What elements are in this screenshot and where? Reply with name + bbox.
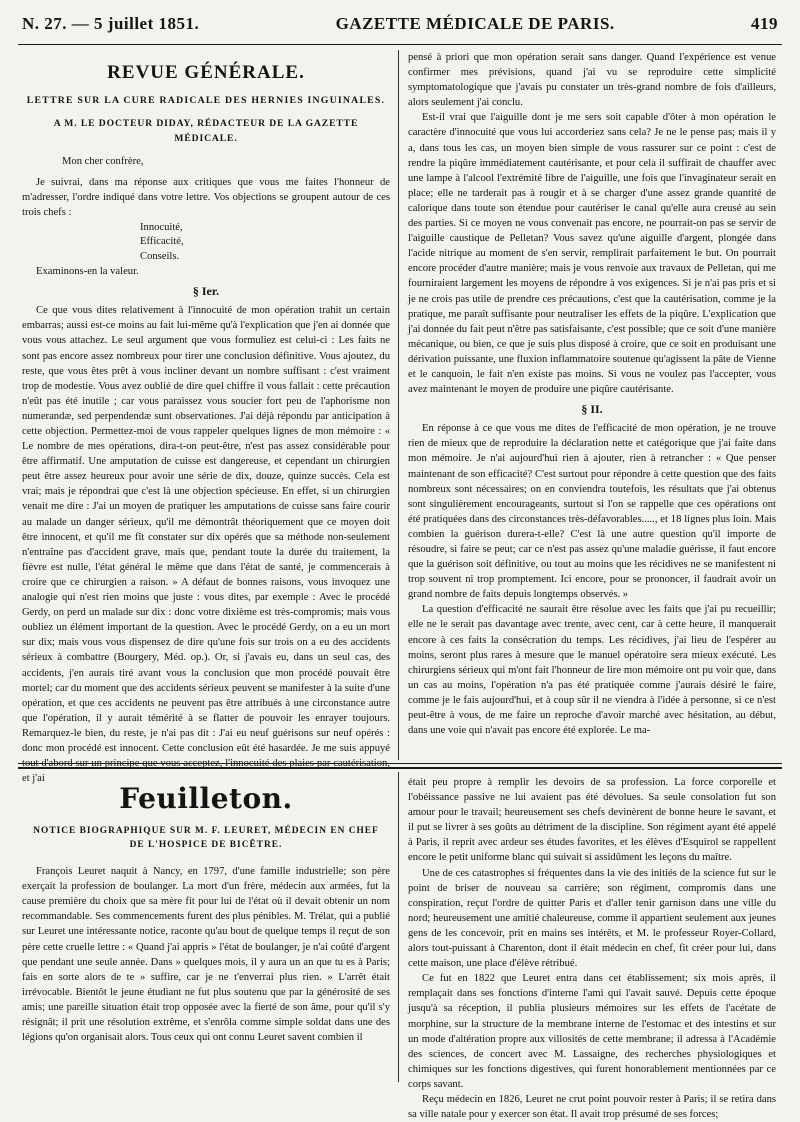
body-paragraph: La question d'efficacité ne saurait être résolue avec les faits que j'ai pu recueillir; elle ne le serait pas davantage avec trente, avec cent, car à cette heure, il manquerait encore à ces faits la consécration du temps. Les récidives, j'ai lieu de l'espérer au moins, seront plus rares à mesure que le manuel opératoire sera mieux exécuté. Les chirurgiens sérieux qui m'ont fait l'honneur de lire mon mémoire ont pu voir que, dans un cas au moins, l'opération n'a pas été pratiquée comme j'aurais désiré le faire, comme je le fais aujourd'hui, et à coup sûr il ne viendra à l'idée à personne, si ce n'est peut-être à vous, de me faire un reproche d'avoir marché avec hésitation, au début, dans une voie qui n'avait pas encore été explorée. Le ma-: [408, 604, 776, 737]
section-title: REVUE GÉNÉRALE.: [107, 62, 305, 83]
intro-paragraph: Je suivrai, dans ma réponse aux critiques que vous me faites l'honneur de m'adresser, l'ordre indiqué dans votre lettre. Vos objections se groupent autour de ces trois chefs :: [22, 177, 390, 219]
feuilleton-rule: [18, 763, 782, 764]
body-paragraph: était peu propre à remplir les devoirs de sa profession. La force corporelle et l'obéissance passive ne lui avaient pas été dévolues. Sa seule consolation fut son amour pour le travail; heureusement ses chefs devinèrent de bonne heure le savant, et il put se livrer à ses goûts au détriment de la discipline. Son régiment ayant été appelé à Paris, il reprit avec ardeur ses études favorites, et les élèves d'Esquirol se rappellent encore le petit uniforme blanc qui suivait si assidûment les leçons du maître.: [408, 777, 776, 864]
notice-title: NOTICE BIOGRAPHIQUE SUR M. F. LEURET, MÉDECIN EN CHEF DE L'HOSPICE DE BICÊTRE.: [33, 826, 379, 851]
chef-item: Innocuité,: [140, 221, 183, 233]
column-divider: [398, 50, 399, 760]
column-divider: [398, 772, 399, 1082]
body-paragraph: Reçu médecin en 1826, Leuret ne crut point pouvoir rester à Paris; il se retira dans sa ville natale pour y exercer son état. Il avait trop présumé de ses forces;: [408, 1093, 776, 1121]
body-paragraph: Une de ces catastrophes si fréquentes dans la vie des initiés de la science fut sur le point de briser de nouveau sa carrière; son régiment, compromis dans une conspiration, reçut l'ordre de quitter Paris et d'aller tenir garnison dans une ville du nord; heureusement une amitié chaleureuse, comme il appartient seulement aux jeunes gens de les concevoir, prit en mains ses intérêts, et M. le professeur Royer-Collard, alors tout-puissant à Charenton, dont il était médecin en chef, fit créer pour lui, dans cette maison, une place d'élève rétribué.: [408, 867, 776, 970]
publication-title: GAZETTE MÉDICALE DE PARIS.: [335, 14, 615, 33]
body-paragraph: Ce fut en 1822 que Leuret entra dans cet établissement; six mois après, il remplaçait dans ses fonctions d'interne l'ami qui l'avait sauvé. Depuis cette époque jusqu'à sa réception, il publia plusieurs mémoires sur les effets de l'acétate de morphine, sur la structure de la membrane interne de l'estomac et des intestins et sur un mode d'altération propre aux villosités de cette membrane; il adressa à l'Académie des sciences, de concert avec M. Lassaigne, des recherches physiologiques et chimiques sur les fonctions digestives, qui furent honorablement mentionnées par ce corps savant.: [408, 973, 776, 1090]
body-paragraph: En réponse à ce que vous me dites de l'efficacité de mon opération, je ne trouve rien de mieux que de reproduire la déclaration nette et catégorique que j'ai faite dans mon mémoire. Je n'ai aujourd'hui rien à ajouter, rien à retrancher : « Que penser maintenant de son efficacité? C'est surtout pour répondre à cette question que des faits nombreux sont nécessaires; on en conviendra toutefois, les résultats que j'ai obtenus sont singulièrement encourageants, surtout si l'on se rappelle que ces opérations ont été pratiquées dans des circonstances très-défavorables....., et 18 lignes plus loin. Mais combien la guérison durera-t-elle? C'est là une autre question qu'il importe de résoudre, si faire se peut; car ce n'est pas assez qu'une maladie guérisse, il faut encore que la guérison soit définitive, ou tout au moins que les récidives ne se manifestent ni trop souvent ni trop promptement. Ici encore, pour se prononcer, il faudrait avoir un grand nombre de faits depuis longtemps observés. »: [408, 423, 776, 601]
chef-item: Efficacité,: [140, 236, 184, 248]
body-paragraph: François Leuret naquit à Nancy, en 1797, d'une famille industrielle; son père exerçait la profession de boulanger. La mort d'un frère, médecin aux armées, fut la cause première du choix que sa mère fit pour lui de l'état où il devait obtenir un nom recommandable. Ses commencements furent des plus pénibles. M. Trélat, qui a publié sur Leuret une intéressante notice, raconte qu'au bout de quelque temps il reçut de son père cette cruelle lettre : « Quand j'ai appris » l'état de boulanger, je n'ai coûté d'argent que pendant une seule année. Dans » quelques mois, il y aura un an que tu es à Paris; fais en sorte alors de te » suffire, car je ne t'enverrai plus rien. » L'arrêt était irrévocable. Bientôt le jeune étudiant ne fut plus soutenu que par la générosité de ses amis; une pareille situation était trop opposée avec la fierté de son âme, pour qu'il s'y résignât; il prit une résolution extrême, et s'enrôla comme simple soldat dans une des légions qu'on organisait alors. Tous ceux qui ont connu Leuret savent combien il: [22, 866, 390, 1044]
body-paragraph: Ce que vous dites relativement à l'innocuité de mon opération trahit un certain embarras; aussi est-ce moins au fait lui-même qu'à l'explication que j'en ai donnée que vous vous attachez. Le seul argument que vous formuliez est celui-ci : Les faits ne sont pas encore assez nombreux pour tirer une conclusion définitive. Vous ajoutez, du reste, que vous êtes prêt à vous incliner devant un nombre suffisant : c'est vraiment trop de modestie. Vous avez oublié de dire quel chiffre il vous fallait : cette précaution n'eût pas été inutile ; car vous paraissez vous soucier fort peu de l'aphorisme non numerandæ, sed perpendendæ sunt observationes. J'ai déjà répondu par anticipation à cette objection. Permettez-moi de vous rappeler quelques lignes de mon mémoire : « Le nombre de mes opérations, dira-t-on peut-être, n'est pas assez considérable pour être affirmatif. Une amputation de cuisse est dangereuse, et cependant un chirurgien peut être assez heureux pour avoir une série de dix, douze, quinze succès. Cela est vrai; mais je répondrai que c'est là une objection spécieuse. En effet, si un chirurgien venait me dire : J'ai un moyen de pratiquer les amputations de cuisse sans faire courir au malade un danger sérieux, qu'il me démontrât théoriquement que ce moyen doit être innocent, et qu'il me fît constater sur dix opérés que sa méthode non-seulement n'entraîne pas d'accident grave, mais que, pendant toute la durée du traitement, la fièvre est nulle, l'état général le même que dans l'état de santé, je commencerais à croire que ce chirurgien a raison. » A défaut de bonnes raisons, vous invoquez une analogie qui n'est rien moins que juste : vous dites, par exemple : Avec le procédé Gerdy, on perd un malade sur dix : donc votre dixième est très-compromis; mais vous oubliez un élément important de la question. Avec le procédé Gerdy, on a eu un mort sur dix; mais vous vous dispensez de dire qu'une fois sur trois on a eu des accidents sérieux à combattre (Bourgery, Méd. op.). Or, si j'avais eu, dans un seul cas, des accidents, j'en aurais tiré avant vous la conclusion que mon procédé pouvait être mortel; car du moment que des accidents sérieux peuvent se manifester à la suite d'une opération, et que ces accidents ne peuvent pas être attribués à une circonstance autre que l'opération, il y aurait témérité à se flatter de pouvoir les enrayer toujours. Remarquez-le bien, du reste, je n'ai pas dit : J'ai eu neuf guérisons sur neuf opérés : donc mon procédé est innocent. Cette conclusion eût été hasardée. Je me suis appuyé tout d'abord sur un principe que vous acceptez, l'innocuité des plaies par cautérisation, et j'ai: [22, 305, 390, 785]
salutation: Mon cher confrère,: [62, 156, 144, 168]
feuilleton-column-left: [22, 775, 390, 1080]
body-paragraph: pensé à priori que mon opération serait sans danger. Quand l'expérience est venue confirmer mes prévisions, quand j'ai vu se reproduire cette simplicité symptomatologique que j'avais pu constater un très-grand nombre de fois d'ailleurs, alors seulement j'ai conclu.: [408, 52, 776, 109]
masthead: [22, 6, 778, 42]
article-subtitle: LETTRE SUR LA CURE RADICALE DES HERNIES INGUINALES.: [26, 95, 386, 106]
body-paragraph: Est-il vrai que l'aiguille dont je me sers soit capable d'ôter à mon opération le caractère d'innocuité que vous lui accorderiez sans cela? Je ne le pense pas; mais il y a, dans tous les cas, un moyen bien simple de vous rassurer sur ce point : c'est de rendre la piqûre immédiatement cautérisante, et pour cela il suffirait de chauffer avec une lampe à l'alcool l'extrémité libre de l'aiguille, une fois que l'invaginateur serait en place; elle ne tarderait pas à rougir et à se charger d'une assez grande quantité de calorique dans toute son étendue pour cautériser le canal qu'elle aura creusé au sein des parties. Si ce moyen ne vous convenait pas encore, ne pourrait-on pas se servir de l'aiguille caustique de Pelletan? Vous savez qu'une aiguille d'argent, plongée dans l'acide nitrique au moment de s'en servir, remplirait parfaitement le but. On pourrait encore procéder d'autre manière; mais je vous renvoie aux travaux de Pelletan, qui me fourniraient largement les moyens de répondre à vos exigences. Si je n'ai pas pris et si je ne crois pas utile de prendre ces précautions, c'est que la cautérisation, comme je la pratique, me paraît suffisante pour neutraliser les effets de la piqûre. L'explication que j'ai donnée du fait peut n'être pas satisfaisante, c'est possible; que ce soit d'une manière mécanique, ou bien, ce que je suis plus disposé à croire, que ce soit en produisant une dérivation puissante, une fluxion inflammatoire soutenue qu'agissent la pâte de Vienne et le canquoin, le fait n'en existe pas moins. Si vous ne voulez pas l'accepter, vous avez maintenant le moyen de produire une piqûre cautérisante.: [408, 112, 776, 396]
page-number: 419: [750, 14, 778, 33]
revue-column-left: [22, 56, 390, 785]
section-mark: § II.: [581, 402, 603, 417]
section-mark: § Ier.: [192, 284, 220, 299]
chefs-list: [22, 221, 390, 265]
examinons-line: Examinons-en la valeur.: [36, 266, 139, 278]
chef-item: Conseils.: [140, 250, 180, 262]
letter-address: A M. LE DOCTEUR DIDAY, RÉDACTEUR DE LA GAZETTE MÉDICALE.: [53, 118, 359, 145]
feuilleton-column-right: [408, 775, 776, 1121]
issue-number: N. 27. — 5 juillet 1851.: [22, 14, 200, 33]
masthead-rule: [18, 44, 782, 45]
revue-column-right: [408, 50, 776, 760]
feuilleton-rule-thick: [18, 767, 782, 769]
feuilleton-title: Feuilleton.: [119, 782, 293, 815]
